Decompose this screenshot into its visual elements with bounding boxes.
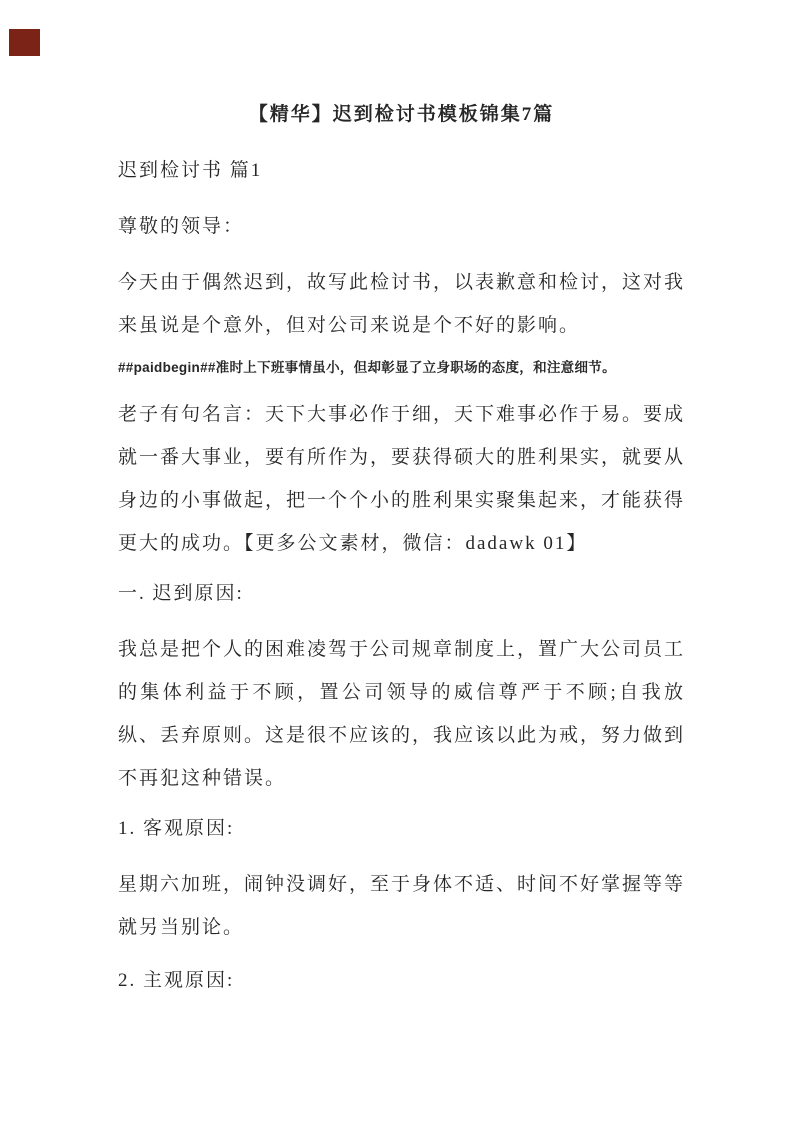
paragraph-objective-reason: 星期六加班，闹钟没调好，至于身体不适、时间不好掌握等等就另当别论。: [118, 874, 686, 938]
paragraph-laozi-quote: 老子有句名言：天下大事必作于细，天下难事必作于易。要成就一番大事业，要有所作为，要获得硕大的胜利果实，就要从身边的小事做起，把一个个小的胜利果实聚集起来，才能获得更大的成功。【更多公文素材，微信：dadawk 01】: [118, 404, 686, 554]
document-title: 【精华】迟到检讨书模板锦集7篇: [248, 104, 555, 125]
heading-objective-reason: 1. 客观原因:: [118, 818, 235, 839]
paragraph-self-criticism: 我总是把个人的困难凌驾于公司规章制度上，置广大公司员工的集体利益于不顾，置公司领导的威信尊严于不顾;自我放纵、丢弃原则。这是很不应该的，我应该以此为戒，努力做到不再犯这种错误。: [118, 639, 686, 789]
salutation-line: 尊敬的领导：: [118, 216, 245, 237]
paragraph-apology-intro: 今天由于偶然迟到，故写此检讨书，以表歉意和检讨，这对我来虽说是个意外，但对公司来说是个不好的影响。: [118, 272, 686, 336]
heading-subjective-reason: 2. 主观原因:: [118, 970, 235, 991]
section-heading-pian1: 迟到检讨书 篇1: [118, 160, 263, 181]
heading-late-reason: 一. 迟到原因:: [118, 583, 244, 604]
paid-watermark-line: ##paidbegin##准时上下班事情虽小，但却彰显了立身职场的态度，和注意细节。: [118, 360, 616, 375]
page-corner-marker: [9, 29, 40, 56]
